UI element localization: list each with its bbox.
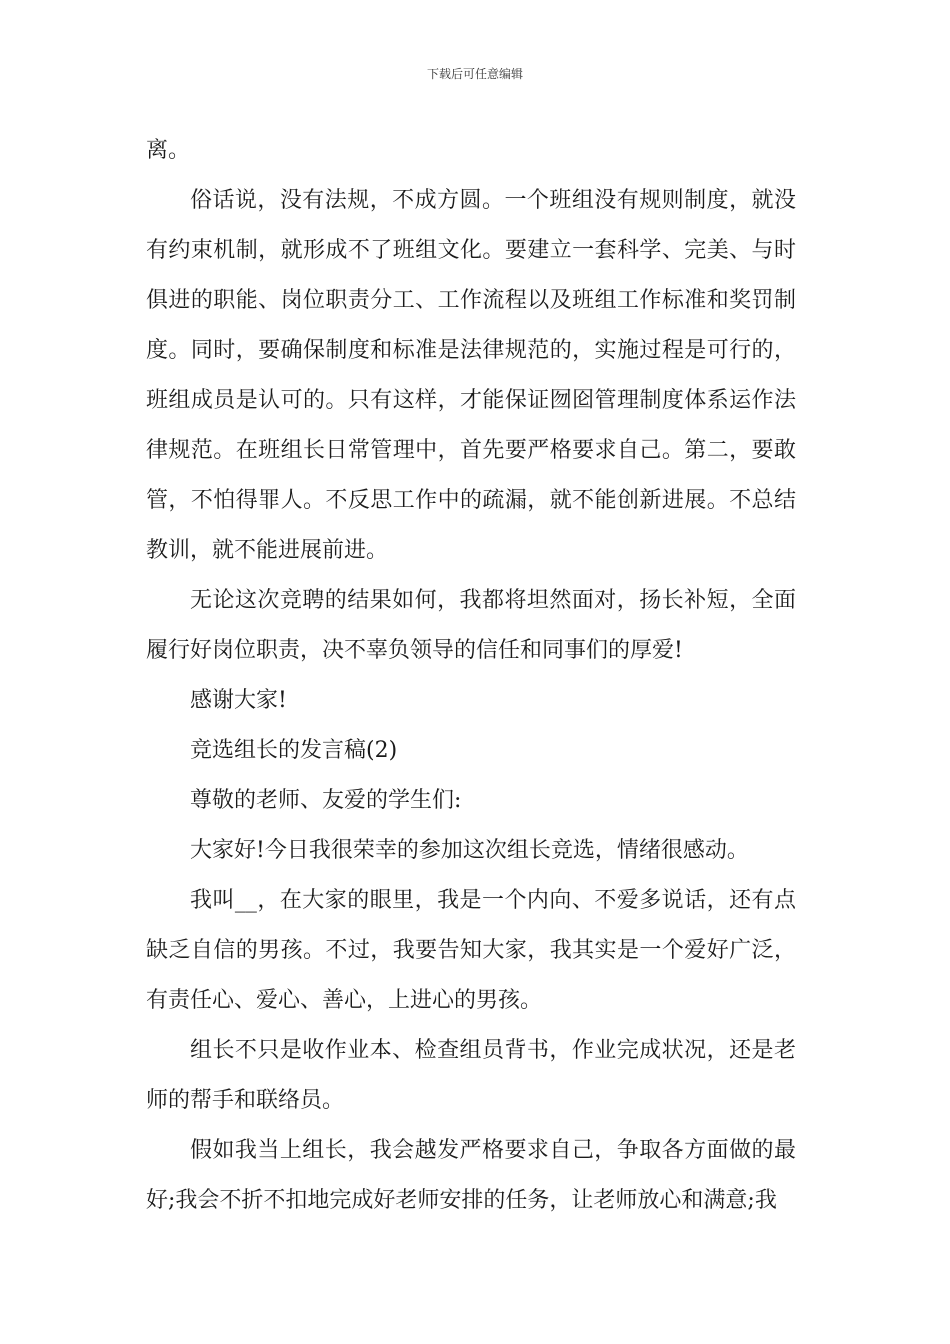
text-line: 缺乏自信的男孩。不过，我要告知大家，我其实是一个爱好广泛， [146, 938, 796, 963]
text-line: 履行好岗位职责，决不辜负领导的信任和同事们的厚爱! [146, 638, 683, 663]
text-line: 感谢大家! [190, 688, 287, 713]
text-line: 假如我当上组长，我会越发严格要求自己，争取各方面做的最 [190, 1138, 796, 1163]
text-line: 班组成员是认可的。只有这样，才能保证囫囵管理制度体系运作法 [146, 388, 796, 413]
text-line: 教训，就不能进展前进。 [146, 538, 389, 563]
paragraph [146, 726, 796, 776]
text-line: 尊敬的老师、友爱的学生们: [190, 788, 462, 813]
text-line: 我叫__，在大家的眼里，我是一个内向、不爱多说话，还有点 [190, 888, 796, 913]
text-line: 俱进的职能、岗位职责分工、工作流程以及班组工作标准和奖罚制 [146, 288, 796, 313]
paragraph [146, 776, 796, 826]
page-header: 下载后可任意编辑 [426, 67, 523, 81]
paragraph [146, 1026, 796, 1126]
text-line: 度。同时，要确保制度和标准是法律规范的，实施过程是可行的， [146, 338, 796, 363]
text-line: 离。 [146, 138, 191, 163]
paragraph [146, 176, 796, 576]
text-line: 律规范。在班组长日常管理中，首先要严格要求自己。第二，要敢 [146, 438, 796, 463]
paragraph [146, 676, 796, 726]
text-line: 无论这次竞聘的结果如何，我都将坦然面对，扬长补短，全面 [190, 588, 796, 613]
text-line: 俗话说，没有法规，不成方圆。一个班组没有规则制度，就没 [190, 188, 796, 213]
paragraph [146, 876, 796, 1026]
paragraph [146, 576, 796, 676]
text-line: 有约束机制，就形成不了班组文化。要建立一套科学、完美、与时 [146, 238, 796, 263]
paragraph [146, 826, 796, 876]
paragraph [146, 126, 796, 176]
text-line: 大家好!今日我很荣幸的参加这次组长竞选，情绪很感动。 [190, 838, 749, 863]
text-line: 师的帮手和联络员。 [146, 1088, 345, 1113]
text-line: 管，不怕得罪人。不反思工作中的疏漏，就不能创新进展。不总结 [146, 488, 796, 513]
text-line: 好;我会不折不扣地完成好老师安排的任务，让老师放心和满意;我 [146, 1188, 777, 1213]
text-line: 有责任心、爱心、善心，上进心的男孩。 [146, 988, 543, 1013]
paragraph [146, 1126, 796, 1226]
document-body [146, 126, 796, 1226]
text-line: 竞选组长的发言稿(2) [190, 738, 398, 763]
text-line: 组长不只是收作业本、检查组员背书，作业完成状况，还是老 [190, 1038, 796, 1063]
